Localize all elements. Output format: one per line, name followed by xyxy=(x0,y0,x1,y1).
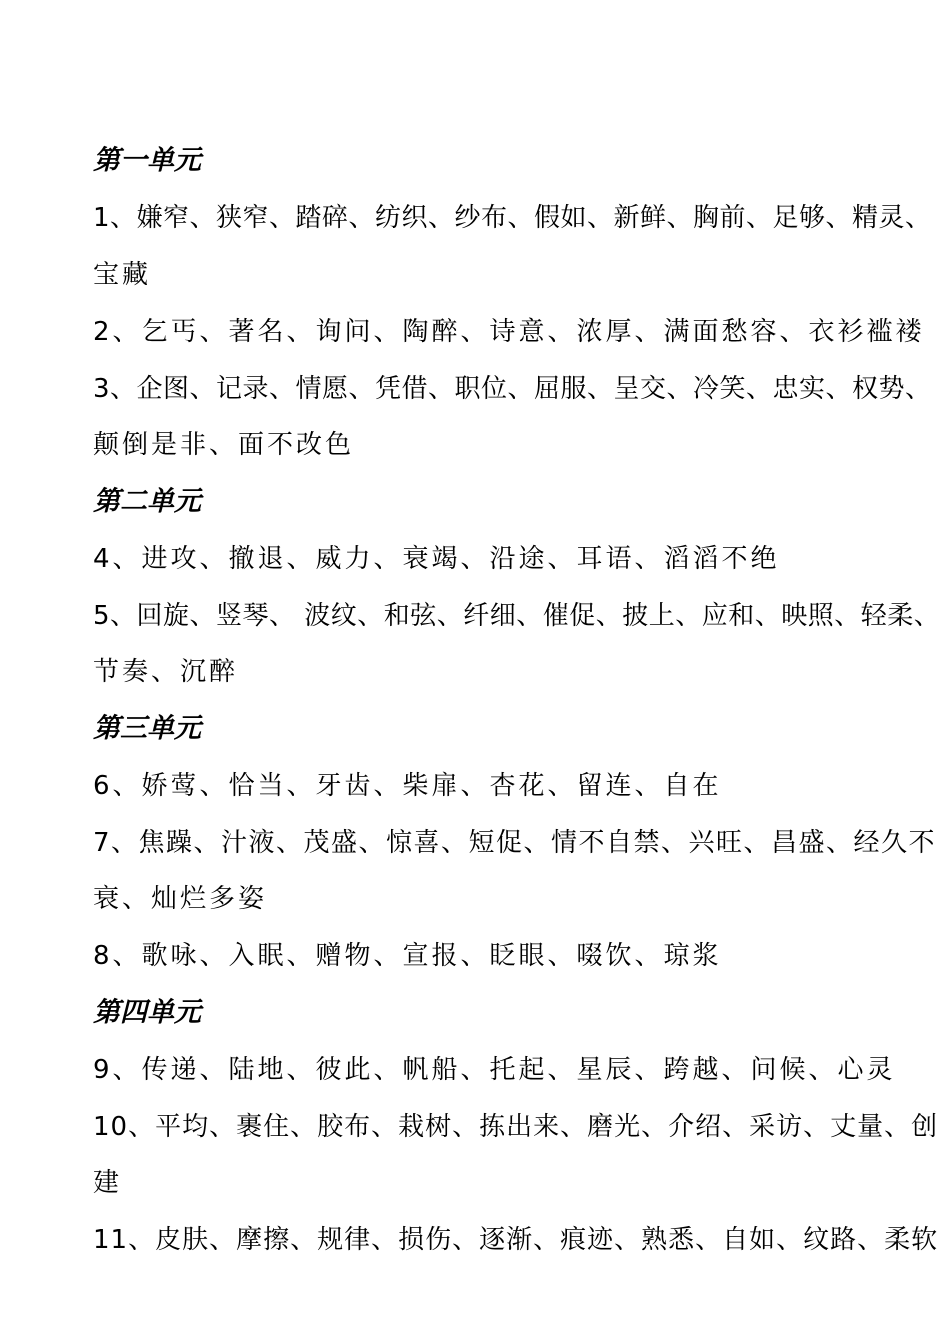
word-line: 5、回旋、竖琴、 波纹、和弦、纤细、催促、披上、应和、映照、轻柔、 xyxy=(93,601,941,631)
word-line: 8、歌咏、入眠、赠物、宣报、眨眼、啜饮、琼浆 xyxy=(93,941,722,971)
word-line: 衰、灿烂多姿 xyxy=(93,884,268,914)
word-line: 2、乞丐、著名、询问、陶醉、诗意、浓厚、满面愁容、衣衫褴褛 xyxy=(93,317,925,347)
word-line: 颠倒是非、面不改色 xyxy=(93,430,355,460)
word-line: 9、传递、陆地、彼此、帆船、托起、星辰、跨越、问候、心灵 xyxy=(93,1055,896,1085)
document-title xyxy=(0,84,950,124)
unit-heading-1: 第一单元 xyxy=(93,145,201,176)
unit-heading-3: 第三单元 xyxy=(93,713,201,744)
word-line: 11、皮肤、摩擦、规律、损伤、逐渐、痕迹、熟悉、自如、纹路、柔软 xyxy=(93,1225,939,1255)
word-line: 建 xyxy=(93,1168,123,1198)
unit-heading-2: 第二单元 xyxy=(93,486,201,517)
word-line: 6、娇莺、恰当、牙齿、柴扉、杏花、留连、自在 xyxy=(93,771,722,801)
word-line: 4、进攻、撤退、威力、衰竭、沿途、耳语、滔滔不绝 xyxy=(93,544,780,574)
word-line: 宝藏 xyxy=(93,260,152,290)
word-line: 节奏、沉醉 xyxy=(93,657,239,687)
word-line: 10、平均、裹住、胶布、栽树、拣出来、磨光、介绍、采访、丈量、创 xyxy=(93,1112,939,1142)
word-line: 3、企图、记录、情愿、凭借、职位、屈服、呈交、冷笑、忠实、权势、 xyxy=(93,374,932,404)
unit-heading-4: 第四单元 xyxy=(93,997,201,1028)
word-line: 7、焦躁、汁液、茂盛、惊喜、短促、情不自禁、兴旺、昌盛、经久不 xyxy=(93,828,937,858)
word-line: 1、嫌窄、狭窄、踏碎、纺织、纱布、假如、新鲜、胸前、足够、精灵、 xyxy=(93,203,932,233)
